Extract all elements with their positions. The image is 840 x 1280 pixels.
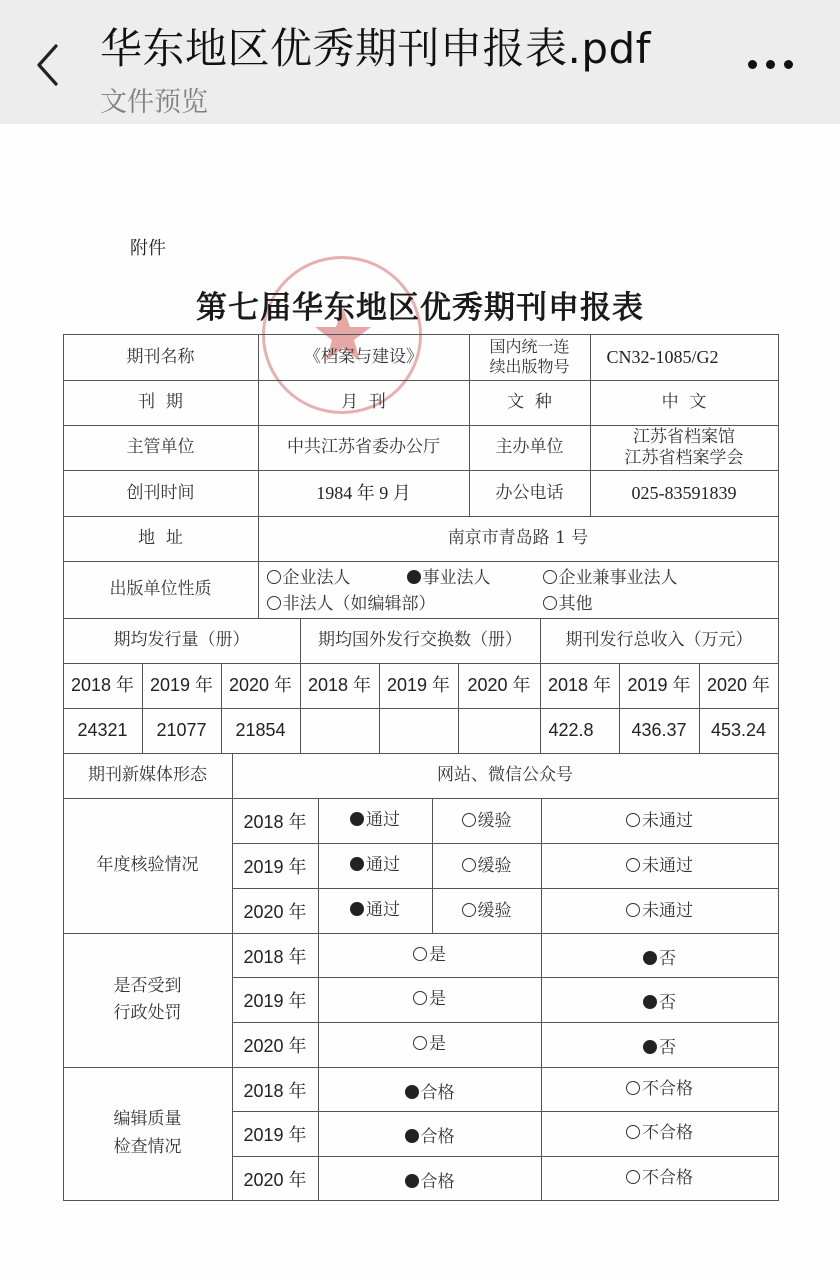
radio-checked-icon <box>643 1040 657 1054</box>
annual-review-deferred-2018[interactable]: 缓验 <box>432 798 542 844</box>
radio-unchecked-icon <box>543 596 557 610</box>
document-title: 第七届华东地区优秀期刊申报表 <box>196 290 644 326</box>
radio-checked-icon <box>350 812 364 826</box>
attachment-label: 附件 <box>130 238 166 259</box>
radio-checked-icon <box>407 570 421 584</box>
cn-number-value: CN32-1085/G2 <box>590 334 779 381</box>
radio-unchecked-icon <box>413 991 427 1005</box>
year-header: 2018 年 <box>540 663 620 709</box>
address-label: 地 址 <box>63 516 259 562</box>
penalty-yes-2020[interactable]: 是 <box>318 1022 542 1068</box>
quality-pass-2019[interactable]: 合格 <box>318 1111 542 1157</box>
radio-unchecked-icon <box>462 903 476 917</box>
quality-pass-2020[interactable]: 合格 <box>318 1156 542 1201</box>
circulation-group-header: 期均发行量（册） <box>63 618 301 664</box>
penalty-no-2020[interactable]: 否 <box>541 1022 779 1068</box>
circulation-value: 21854 <box>221 708 301 754</box>
journal-name-value: 《档案与建设》 <box>258 334 470 381</box>
sponsor-value: 江苏省档案馆 江苏省档案学会 <box>590 425 779 471</box>
year-header: 2018 年 <box>63 663 143 709</box>
phone-value: 025-83591839 <box>590 470 779 517</box>
radio-unchecked-icon <box>543 570 557 584</box>
year-header: 2019 年 <box>619 663 700 709</box>
radio-unchecked-icon <box>413 947 427 961</box>
annual-review-fail-2018[interactable]: 未通过 <box>541 798 779 844</box>
radio-unchecked-icon <box>626 858 640 872</box>
radio-unchecked-icon <box>413 1036 427 1050</box>
radio-unchecked-icon <box>626 1125 640 1139</box>
annual-review-year: 2019 年 <box>232 843 319 889</box>
penalty-no-2019[interactable]: 否 <box>541 977 779 1023</box>
penalty-year: 2020 年 <box>232 1022 319 1068</box>
quality-fail-2020[interactable]: 不合格 <box>541 1156 779 1201</box>
quality-year: 2019 年 <box>232 1111 319 1157</box>
language-label: 文 种 <box>469 380 591 426</box>
back-button[interactable] <box>30 42 70 88</box>
annual-review-pass-2020[interactable]: 通过 <box>318 888 433 934</box>
quality-pass-2018[interactable]: 合格 <box>318 1067 542 1112</box>
penalty-year: 2019 年 <box>232 977 319 1023</box>
year-header: 2020 年 <box>458 663 541 709</box>
address-value: 南京市青岛路 1 号 <box>258 516 779 562</box>
annual-review-pass-2018[interactable]: 通过 <box>318 798 433 844</box>
annual-review-pass-2019[interactable]: 通过 <box>318 843 433 889</box>
penalty-yes-2019[interactable]: 是 <box>318 977 542 1023</box>
annual-review-year: 2018 年 <box>232 798 319 844</box>
more-horizontal-icon <box>748 60 757 69</box>
year-header: 2018 年 <box>300 663 380 709</box>
annual-review-label: 年度核验情况 <box>63 798 233 934</box>
foreign-exchange-value <box>300 708 380 754</box>
radio-checked-icon <box>405 1129 419 1143</box>
radio-checked-icon <box>350 902 364 916</box>
annual-review-fail-2019[interactable]: 未通过 <box>541 843 779 889</box>
foreign-exchange-group-header: 期均国外发行交换数（册） <box>300 618 541 664</box>
radio-unchecked-icon <box>267 570 281 584</box>
publisher-type-options <box>258 561 779 619</box>
supervisor-label: 主管单位 <box>63 425 259 471</box>
file-preview-subtitle: 文件预览 <box>100 87 208 118</box>
year-header: 2020 年 <box>221 663 301 709</box>
annual-review-fail-2020[interactable]: 未通过 <box>541 888 779 934</box>
founded-label: 创刊时间 <box>63 470 259 517</box>
year-header: 2020 年 <box>699 663 779 709</box>
more-options-button[interactable] <box>742 46 798 76</box>
revenue-value: 453.24 <box>699 708 779 754</box>
quality-label: 编辑质量 检查情况 <box>63 1067 233 1201</box>
option-other[interactable]: 其他 <box>543 592 593 617</box>
revenue-value: 422.8 <box>540 708 620 754</box>
radio-checked-icon <box>405 1085 419 1099</box>
annual-review-year: 2020 年 <box>232 888 319 934</box>
revenue-value: 436.37 <box>619 708 700 754</box>
circulation-value: 21077 <box>142 708 222 754</box>
radio-checked-icon <box>643 951 657 965</box>
penalty-year: 2018 年 <box>232 933 319 978</box>
penalty-label: 是否受到 行政处罚 <box>63 933 233 1068</box>
radio-unchecked-icon <box>462 813 476 827</box>
radio-checked-icon <box>643 995 657 1009</box>
founded-value: 1984 年 9 月 <box>258 470 470 517</box>
revenue-group-header: 期刊发行总收入（万元） <box>540 618 779 664</box>
new-media-label: 期刊新媒体形态 <box>63 753 233 799</box>
sponsor-label: 主办单位 <box>469 425 591 471</box>
foreign-exchange-value <box>458 708 541 754</box>
radio-checked-icon <box>350 857 364 871</box>
penalty-no-2018[interactable]: 否 <box>541 933 779 978</box>
frequency-label: 刊 期 <box>63 380 259 426</box>
annual-review-deferred-2019[interactable]: 缓验 <box>432 843 542 889</box>
frequency-value: 月 刊 <box>258 380 470 426</box>
radio-unchecked-icon <box>626 813 640 827</box>
supervisor-value: 中共江苏省委办公厅 <box>258 425 470 471</box>
phone-label: 办公电话 <box>469 470 591 517</box>
quality-fail-2019[interactable]: 不合格 <box>541 1111 779 1157</box>
option-institution[interactable]: 事业法人 <box>407 566 491 591</box>
year-header: 2019 年 <box>142 663 222 709</box>
new-media-value: 网站、微信公众号 <box>232 753 779 799</box>
language-value: 中 文 <box>590 380 779 426</box>
circulation-value: 24321 <box>63 708 143 754</box>
quality-year: 2018 年 <box>232 1067 319 1112</box>
penalty-yes-2018[interactable]: 是 <box>318 933 542 978</box>
foreign-exchange-value <box>379 708 459 754</box>
quality-year: 2020 年 <box>232 1156 319 1201</box>
radio-checked-icon <box>405 1174 419 1188</box>
chevron-left-icon <box>30 42 70 88</box>
radio-unchecked-icon <box>626 1170 640 1184</box>
radio-unchecked-icon <box>267 596 281 610</box>
publisher-type-label: 出版单位性质 <box>63 561 259 619</box>
top-bar <box>0 0 840 124</box>
option-enterprise[interactable]: 企业法人 <box>267 566 351 591</box>
radio-unchecked-icon <box>626 1081 640 1095</box>
journal-name-label: 期刊名称 <box>63 334 259 381</box>
radio-unchecked-icon <box>462 858 476 872</box>
option-enterprise-institution[interactable]: 企业兼事业法人 <box>543 566 678 591</box>
cn-number-label: 国内统一连 续出版物号 <box>469 334 591 381</box>
radio-unchecked-icon <box>626 903 640 917</box>
year-header: 2019 年 <box>379 663 459 709</box>
file-title: 华东地区优秀期刊申报表.pdf <box>100 24 651 73</box>
annual-review-deferred-2020[interactable]: 缓验 <box>432 888 542 934</box>
quality-fail-2018[interactable]: 不合格 <box>541 1067 779 1112</box>
option-non-legal[interactable]: 非法人（如编辑部） <box>267 592 436 617</box>
